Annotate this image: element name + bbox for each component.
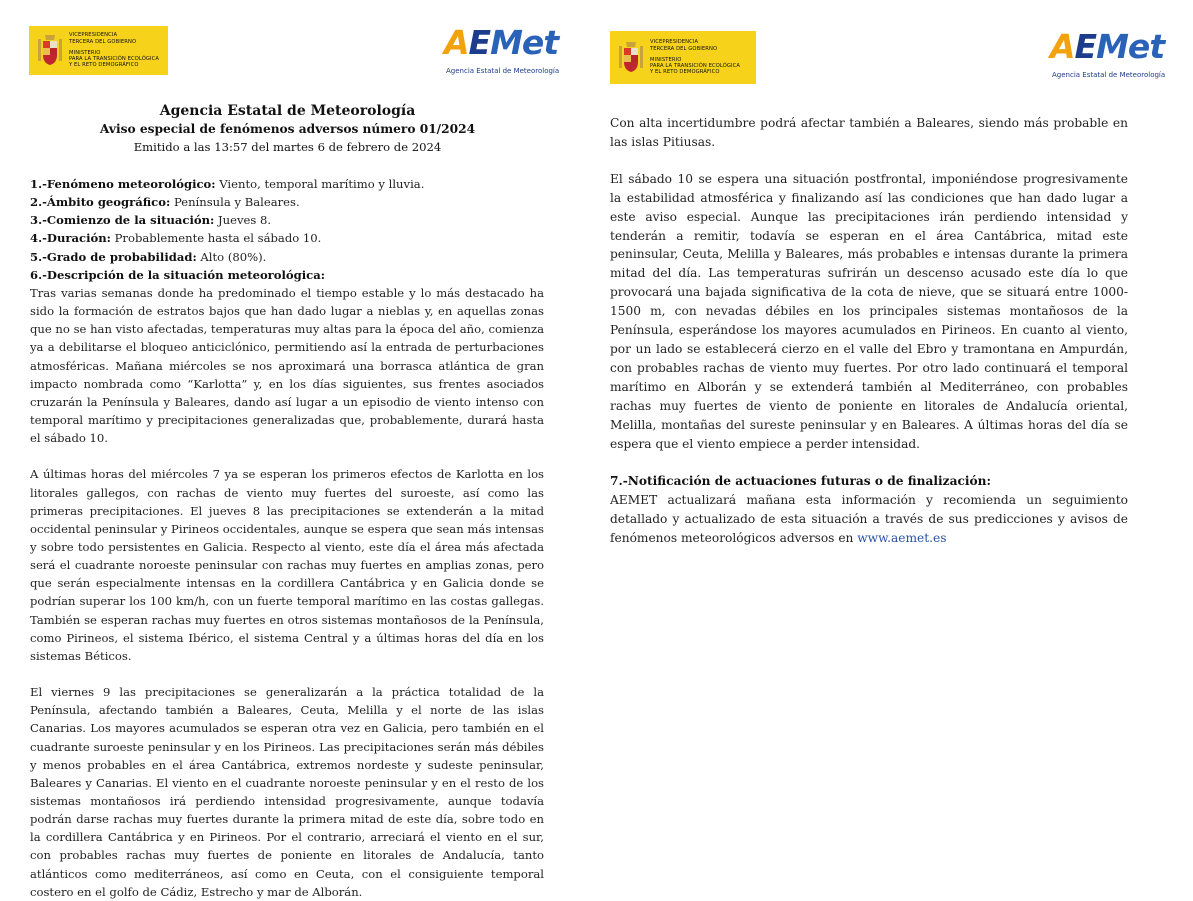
aemet-logo [444, 23, 560, 77]
notice-body-page-2 [610, 114, 1128, 548]
spain-coat-of-arms-icon [616, 40, 646, 76]
notice-title-block [0, 102, 575, 156]
notice-body-page-1 [30, 175, 544, 901]
spain-coat-of-arms-icon [35, 33, 65, 69]
aemet-logo-wordmark: AEMet [444, 23, 559, 62]
document-page-1 [0, 0, 575, 899]
government-ministry-header [29, 26, 168, 75]
ministry-name: VICEPRESIDENCIA TERCERA DEL GOBIERNO MINISTERIO PARA LA TRANSICIÓN ECOLÓGICA Y EL RETO DEMOGRÁFICO [650, 39, 741, 76]
document-page-2 [595, 0, 1193, 818]
issued-date: Emitido a las 13:57 del martes 6 de febrero de 2024 [133, 140, 442, 154]
field-duration: 4.-Duración: Probablemente hasta el sábado 10. [30, 231, 322, 246]
aemet-logo [1050, 27, 1166, 81]
aemet-logo-wordmark: AEMet [1050, 27, 1165, 66]
section-6-paragraph: Tras varias semanas donde ha predominado el tiempo estable y lo más destacado ha sido la formación de estratos bajos que han dado lugar a nieblas y, en aquellas zonas que no se han visto afectadas, temperaturas muy altas para la época del año, comienza ya a debilitarse el bloqueo anticiclónico, permitiendo así la entrada de perturbaciones atmosféricas. Mañana miércoles se nos aproximará una borrasca atlántica de gran impacto nombrada como “Karlotta” y, en los días siguientes, sus frentes asociados cruzarán la Península y Baleares, dando así lugar a un episodio de viento intenso con temporal marítimo y precipitaciones generalizadas que, probablemente, durará hasta el sábado 10. [30, 285, 544, 446]
field-start: 3.-Comienzo de la situación: Jueves 8. [30, 213, 272, 228]
section-6-heading: 6.-Descripción de la situación meteorológica: [30, 267, 326, 282]
agency-title: Agencia Estatal de Meteorología [159, 103, 416, 119]
section-6-paragraph: El viernes 9 las precipitaciones se generalizarán a la práctica totalidad de la Península, afectando también a Baleares, Ceuta, Melilla y el norte de las islas Canarias. Los mayores acumulados se esperan otra vez en Galicia, pero también en el cuadrante suroeste peninsular y en los Pirineos. Las precipitaciones serán más débiles y menos probables en el área Cantábrica, extremos nordeste y sudeste peninsular, Baleares y Canarias. El viento en el cuadrante noroeste peninsular y en el resto de los sistemas montañosos irá perdiendo intensidad progresivamente, aunque todavía podrán darse rachas muy fuertes durante la primera mitad de este día, sobre todo en la cordillera Cantábrica y en Pirineos. Por el contrario, arreciará el viento en el sur, con probables rachas muy fuertes de poniente en litorales de Andalucía, tanto atlánticos como mediterráneos, así como en Ceuta, con el consiguiente temporal costero en el golfo de Cádiz, Estrecho y mar de Alborán. [30, 685, 544, 899]
field-phenomenon: 1.-Fenómeno meteorológico: Viento, temporal marítimo y lluvia. [30, 177, 425, 191]
aemet-website-link[interactable]: www.aemet.es [857, 531, 947, 546]
aemet-logo-subtitle: Agencia Estatal de Meteorología [1052, 71, 1166, 79]
section-7-paragraph: AEMET actualizará mañana esta información y recomienda un seguimiento detallado y actualizado de esta situación a través de sus predicciones y avisos de fenómenos meteorológicos adversos en www.aemet.es [610, 493, 1128, 546]
continuation-paragraph: Con alta incertidumbre podrá afectar también a Baleares, siendo más probable en las islas Pitiusas. [610, 116, 1128, 149]
section-6-paragraph: A últimas horas del miércoles 7 ya se esperan los primeros efectos de Karlotta en los litorales gallegos, con rachas de viento muy fuertes del suroeste, así como las primeras precipitaciones. El jueves 8 las precipitaciones se extenderán a la mitad occidental peninsular y Pirineos occidentales, aunque se espera que sean más intensas y sobre todo persistentes en Galicia. Respecto al viento, este día el área más afectada será el cuadrante noroeste peninsular con rachas muy fuertes en amplias zonas, pero que serán especialmente intensas en la cordillera Cantábrica y en Galicia donde se podrían superar los 100 km/h, con un fuerte temporal marítimo en las costas gallegas. También se esperan rachas muy fuertes en otros sistemas montañosos de la Península, como Pirineos, el sistema Ibérico, el sistema Central y a últimas horas del día en los sistemas Béticos. [30, 467, 544, 663]
government-ministry-header [610, 31, 756, 84]
notice-title: Aviso especial de fenómenos adversos número 01/2024 [99, 122, 476, 136]
saturday-paragraph: El sábado 10 se espera una situación postfrontal, imponiéndose progresivamente la estabilidad atmosférica y finalizando así las condiciones que han dado lugar a este aviso especial. Aunque las precipitaciones irán perdiendo intensidad y tenderán a remitir, todavía se esperan en el área Cantábrica, mitad este peninsular, Ceuta, Melilla y Baleares, más probables e intensas durante la primera mitad del día. Las temperaturas sufrirán un descenso acusado este día lo que provocará una bajada significativa de la cota de nieve, que se situará entre 1000-1500 m, con nevadas débiles en los principales sistemas montañosos de la Península, esperándose los mayores acumulados en Pirineos. En cuanto al viento, por un lado se establecerá cierzo en el valle del Ebro y tramontana en Ampurdán, con probables rachas de viento muy fuertes. Por otro lado continuará el temporal marítimo en Alborán y se extenderá también al Mediterráneo, con probables rachas muy fuertes de viento de poniente en litorales de Andalucía oriental, Melilla, montañas del sureste peninsular y en Baleares. A últimas horas del día se espera que el viento empiece a perder intensidad. [610, 171, 1128, 451]
ministry-name: VICEPRESIDENCIA TERCERA DEL GOBIERNO MINISTERIO PARA LA TRANSICIÓN ECOLÓGICA Y EL RETO DEMOGRÁFICO [69, 32, 160, 69]
field-geographic-scope: 2.-Ámbito geográfico: Península y Baleares. [30, 195, 300, 210]
section-7-heading: 7.-Notificación de actuaciones futuras o de finalización: [610, 474, 992, 489]
aemet-logo-subtitle: Agencia Estatal de Meteorología [446, 67, 560, 75]
field-probability: 5.-Grado de probabilidad: Alto (80%). [30, 249, 267, 264]
